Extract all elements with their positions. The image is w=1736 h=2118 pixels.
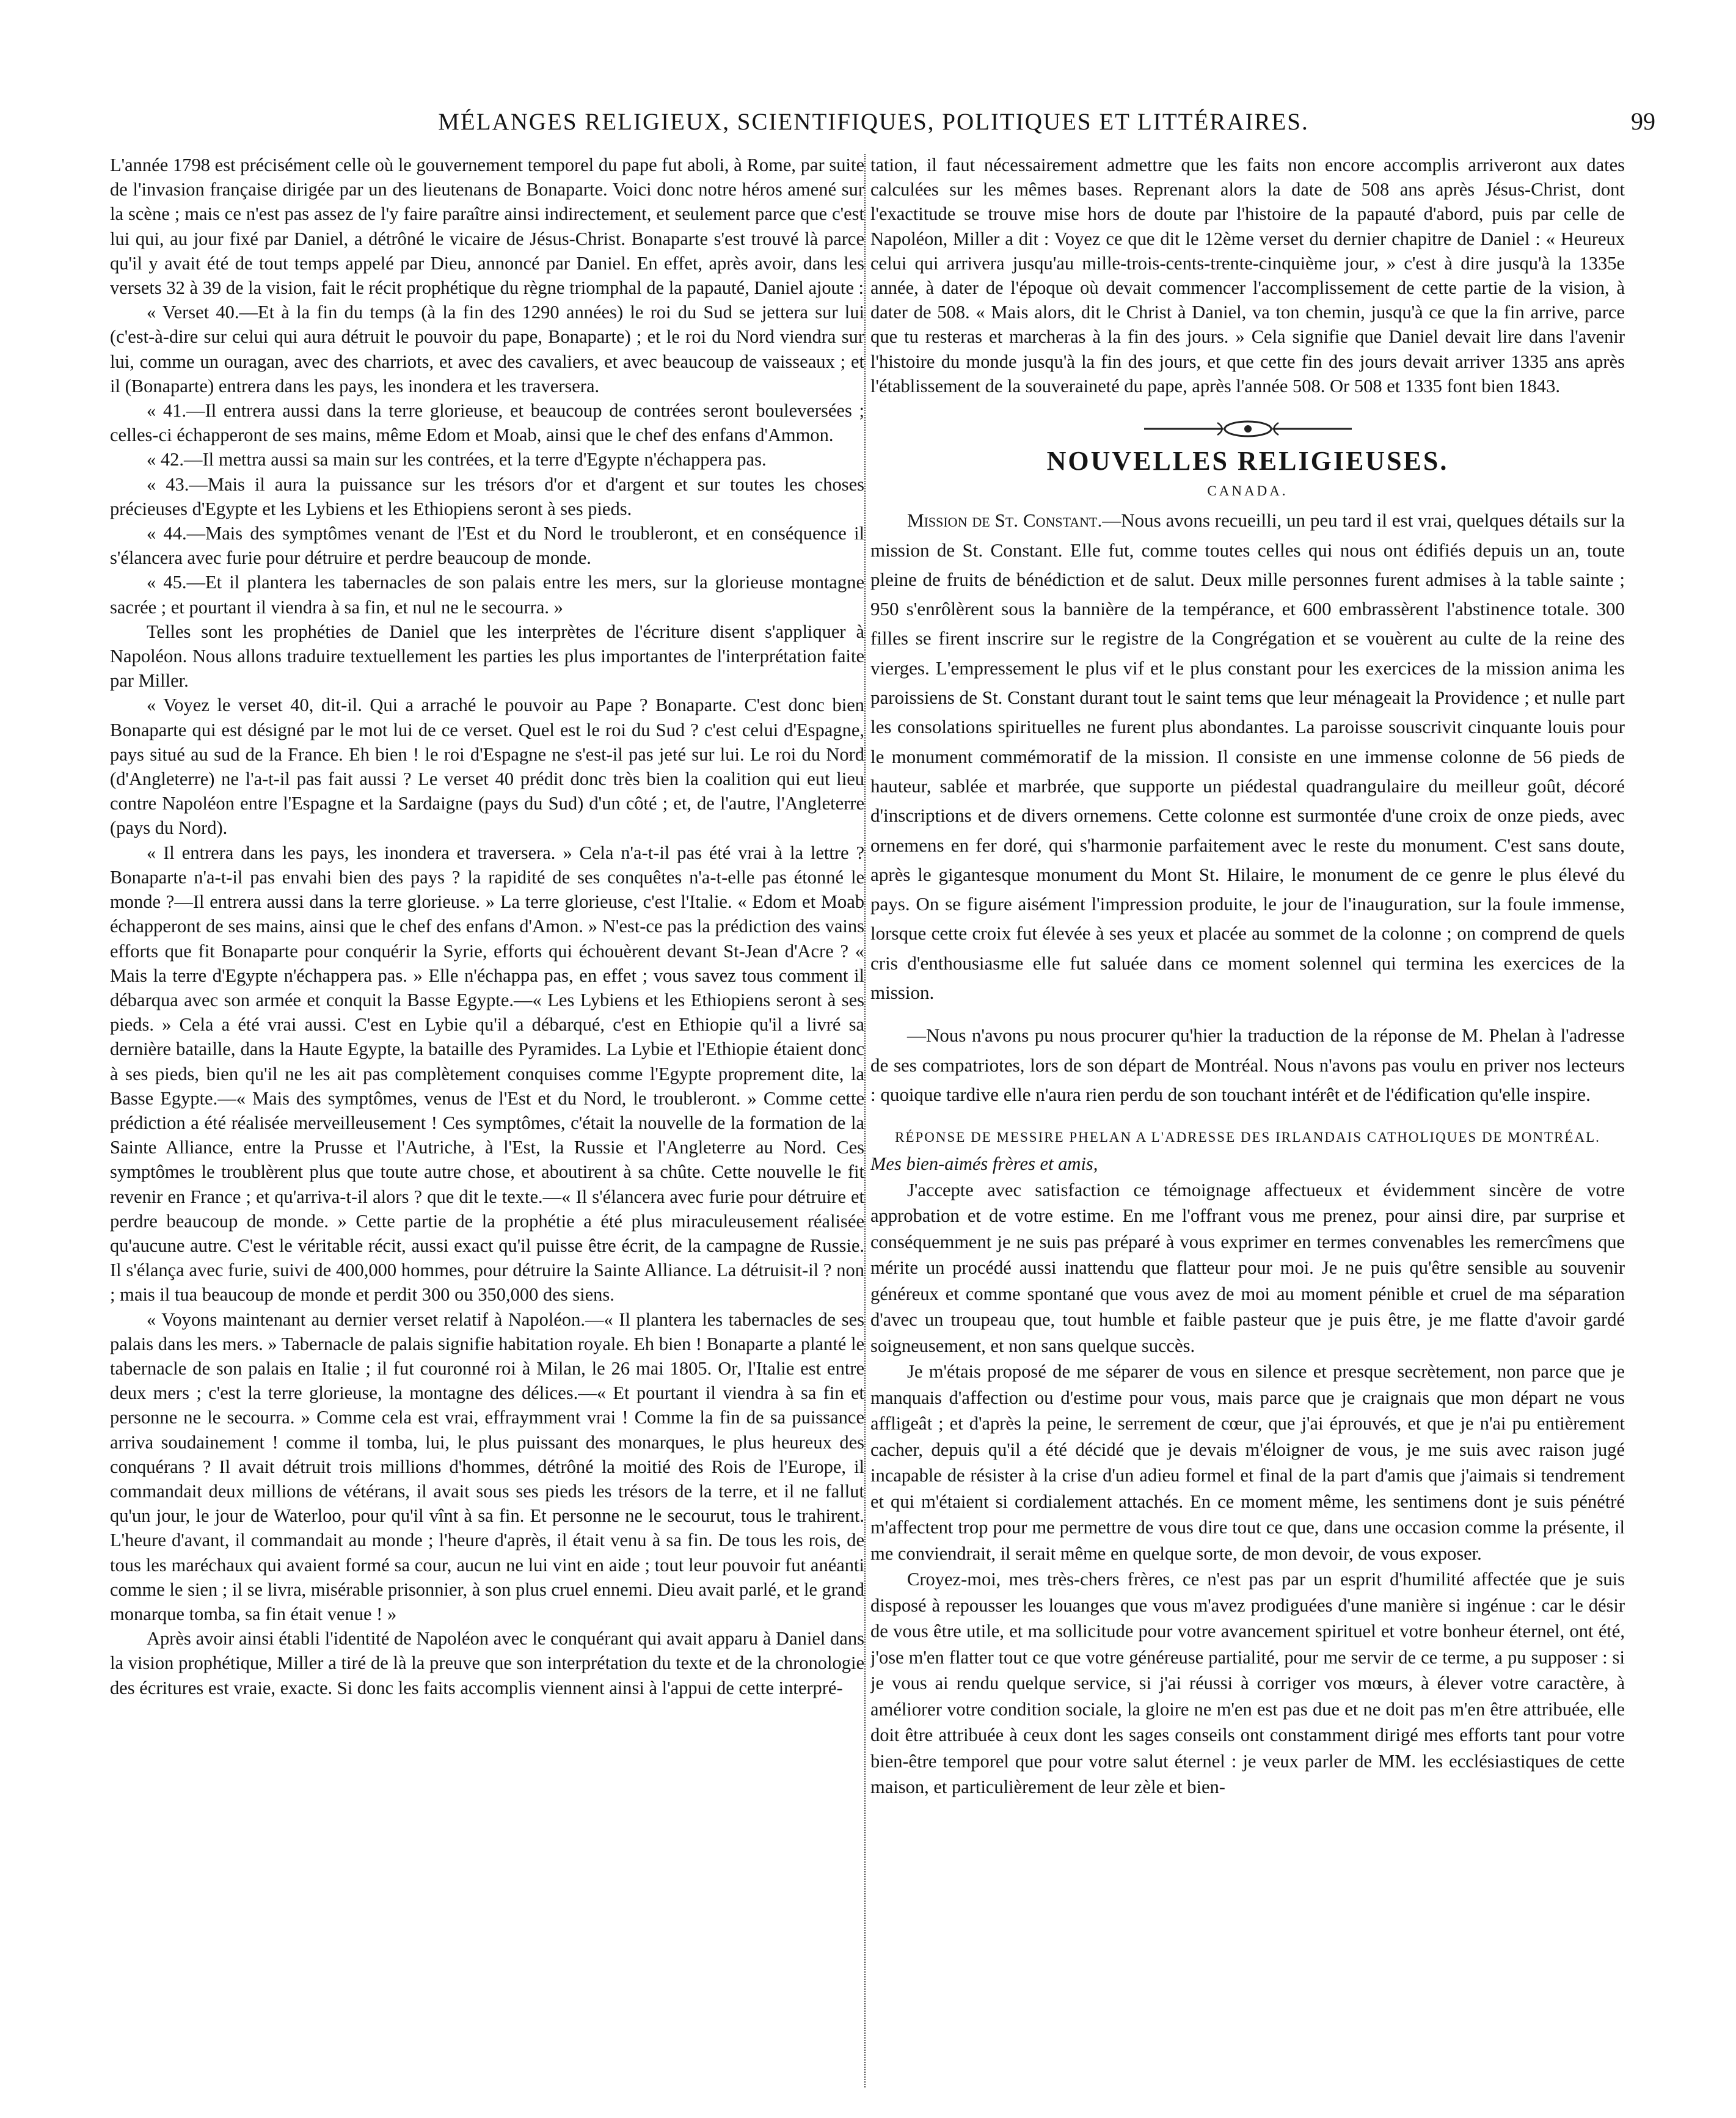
article-paragraph: « Voyons maintenant au dernier verset relatif à Napoléon.—« Il plantera les tabernacles de ses palais dans les mers. » Tabernacle de palais signifie habitation royale. Eh bien ! Bonaparte a planté le tabernacle de son palais en Italie ; il fut couronné roi à Milan, le 26 mai 1805. Or, l'Italie est entre deux mers ; c'est la terre glorieuse, la montagne des délices.—« Et pourtant il viendra à sa fin et personne ne le secourra. » Comme cela est vrai, effraymment vrai ! Comme la fin de sa puissance arriva soudainement ! comme il tomba, lui, le plus puissant des monarques, le plus heureux des conquérans ? Il avait détruit trois millions d'hommes, détrôné la moitié des Rois de l'Europe, il commandait deux millions de vétérans, il avait sous ses pieds les trésors de la terre, et il ne fallut qu'un jour, le jour de Waterloo, pour qu'il vînt à sa fin. Et personne ne le secourut, tous le trahirent. L'heure d'avant, il commandait au monde ; l'heure d'après, il était venu à sa fin. De tous les rois, de tous les maréchaux qui avaient formé sa cour, aucun ne lui vint en aide ; tout leur pouvoir fut anéanti comme le sien ; il se livra, misérable prisonnier, à son plus cruel ennemi. Dieu avait parlé, et le grand monarque tomba, sa fin était venue ! » (110, 1309, 864, 1624)
article-paragraph: « Voyez le verset 40, dit-il. Qui a arraché le pouvoir au Pape ? Bonaparte. C'est donc bien Bonaparte qui est désigné par le mot lui de ce verset. Quel est le roi du Sud ? c'est celui d'Espagne, pays situé au sud de la France. Eh bien ! le roi d'Espagne ne s'est-il pas jeté sur lui. Le roi du Nord (d'Angleterre) ne l'a-t-il pas fait aussi ? Le verset 40 prédit donc très bien la coalition qui eut lieu contre Napoléon entre l'Espagne et la Sardaigne (pays du Sud) d'un côté ; et, de l'autre, l'Angleterre (pays du Nord). (110, 695, 864, 839)
running-title: MÉLANGES RELIGIEUX, SCIENTIFIQUES, POLITIQUES ET LITTÉRAIRES. (438, 109, 1309, 135)
article-paragraph: L'année 1798 est précisément celle où le gouvernement temporel du pape fut aboli, à Rome, par suite de l'invasion française dirigée par un des lieutenans de Bonaparte. Voici donc notre héros amené sur la scène ; mais ce n'est pas assez de l'y faire paraître ainsi indirectement, et seulement parce que c'est lui qui, au jour fixé par Daniel, a détrôné le vicaire de Jésus-Christ. Bonaparte s'est trouvé là parce qu'il y avait été de tout temps appelé par Dieu, annoncé par Daniel. En effet, après avoir, dans les versets 32 à 39 de la vision, fait le récit prophétique du règne triomphal de la papauté, Daniel ajoute : (110, 155, 864, 299)
letter-salutation: Mes bien-aimés frères et amis, (870, 1153, 1098, 1175)
mission-article (870, 506, 1625, 1109)
article-paragraph: Après avoir ainsi établi l'identité de Napoléon avec le conquérant qui avait apparu à Daniel dans la vision prophétique, Miller a tiré de là la preuve que son interprétation du texte et de la chronologie des écritures est vraie, exacte. Si donc les faits accomplis viennent ainsi à l'appui de cette interpré- (110, 1628, 864, 1698)
running-header (92, 107, 1655, 144)
right-column (870, 153, 1625, 2095)
letter-paragraph: J'accepte avec satisfaction ce témoignage affectueux et évidemment sincère de votre approbation et de votre estime. En me l'offrant vous me prenez, pour ainsi dire, par surprise et conséquemment je ne suis pas préparé à vous exprimer en termes convenables les remercîmens que mérite un procédé aussi inattendu que flatteur pour moi. Je ne puis qu'être sensible au souvenir généreux et comme spontané que vous avez de moi au moment pénible et cruel de ma séparation d'avec un troupeau que, tout humble et faible pasteur que je puis être, je me flatte d'avoir gardé soigneusement, et non sans quelque succès. (870, 1179, 1625, 1356)
letter-body (870, 1151, 1625, 1800)
letter-paragraph: Croyez-moi, mes très-chers frères, ce n'est pas par un esprit d'humilité affectée que je suis disposé à repousser les louanges que vous m'avez prodiguées d'une manière si ingénue : car le désir de vous être utile, et ma sollicitude pour votre avancement spirituel et votre bonheur éternel, ont été, j'ose m'en flatter tout ce que votre généreuse partialité, pour me servir de ce terme, a pu supposer : si je vous ai rendu quelque service, si j'ai réussi à corriger vos mœurs, à élever votre caractère, à améliorer votre condition sociale, la gloire ne m'en est pas due et ne doit pas m'en être attribuée, elle doit être attribuée à ceux dont les sages conseils ont constamment dirigé mes efforts tant pour votre bien-être temporel que pour votre salut éternel : je veux parler de MM. les ecclésiastiques de cette maison, et particulièrement de leur zèle et bien- (870, 1569, 1625, 1798)
verse-43: « 43.—Mais il aura la puissance sur les trésors d'or et d'argent et sur toutes les choses précieuses d'Egypte et les Lybiens et les Ethiopiens seront à ses pieds. (110, 473, 864, 519)
ornament-divider-icon (1138, 417, 1358, 441)
column-divider (864, 154, 866, 2087)
region-heading: CANADA. (1207, 483, 1288, 499)
page-number: 99 (1631, 108, 1655, 135)
article-continuation: tation, il faut nécessairement admettre que les faits non encore accomplis arriveront aux dates calculées sur les mêmes bases. Reprenant alors la date de 508 ans après Jésus-Christ, dont l'exactitude se trouve mise hors de doute par l'histoire de la papauté d'abord, puis par celle de Napoléon, Miller a dit : Voyez ce que dit le 12ème verset du dernier chapitre de Daniel : « Heureux celui qui arrivera jusqu'au mille-trois-cents-trente-cinquième jour, » c'est à dire jusqu'à la 1335e année, à dater de l'époque où devait commencer l'accomplissement de cette partie de la vision, à dater de 508. « Mais alors, dit le Christ à Daniel, va ton chemin, jusqu'à ce que la fin arrive, parce que tu resteras et marcheras à la fin des jours. » Cela signifie que Daniel devait lire dans l'avenir l'histoire du monde jusqu'à la fin des jours, et que cette fin des jours devait arriver 1335 ans après l'établissement de la souveraineté du pape, après l'année 508. Or 508 et 1335 font bien 1843. (870, 155, 1625, 396)
verse-44: « 44.—Mais des symptômes venant de l'Est et du Nord le troubleront, et en conséquence il s'élancera avec furie pour détruire et perdre beaucoup de monde. (110, 523, 864, 569)
mission-lead: Mission de St. Constant. (907, 509, 1103, 531)
left-column (110, 153, 864, 2095)
article-paragraph: Telles sont les prophéties de Daniel que les interprètes de l'écriture disent s'appliquer à Napoléon. Nous allons traduire textuellement les parties les plus importantes de l'interprétation faite par Miller. (110, 621, 864, 692)
mission-text: —Nous avons recueilli, un peu tard il est vrai, quelques détails sur la mission de St. Constant. Elle fut, comme toutes celles qui nous ont édifiés depuis un an, toute pleine de fruits de bénédiction et de salut. Deux mille personnes furent admises à la table sainte ; 950 s'enrôlèrent sous la bannière de la tempérance, et 600 embrassèrent l'abstinence totale. 300 filles se firent inscrire sur le registre de la Congrégation et se vouèrent au culte de la reine des vierges. L'empressement le plus vif et le plus constant pour les exercices de la mission anima les paroissiens de St. Constant durant tout le saint tems que leur ménageait la Providence ; et nulle part les consolations spirituelles ne furent plus abondantes. La paroisse souscrivit cinquante louis pour le monument commémoratif de la mission. Il consiste en une immense colonne de 56 pieds de hauteur, sablée et marbrée, que supporte un piédestal quadrangulaire du meilleur goût, décoré d'inscriptions et de divers ornemens. Cette colonne est surmontée d'une croix de onze pieds, avec ornemens en fer doré, qui s'harmonie parfaitement avec le reste du monument. C'est sans doute, après le gigantesque monument du Mont St. Hilaire, le monument de ce genre le plus élevé du pays. On se figure aisément l'impression produite, le jour de l'inauguration, sur la foule immense, lorsque cette croix fut élevée à ses yeux et placée au sommet de la colonne ; on comprend de quels cris d'enthousiasme elle fut saluée dans ce moment solennel qui termina les exercices de la mission. (870, 509, 1625, 1003)
reponse-title: RÉPONSE DE MESSIRE PHELAN A L'ADRESSE DES IRLANDAIS CATHOLIQUES DE MONTRÉAL. (895, 1130, 1600, 1145)
verse-40: « Verset 40.—Et à la fin du temps (à la fin des 1290 années) le roi du Sud se jettera sur lui (c'est-à-dire sur celui qui aura détruit le pouvoir du pape, Bonaparte) ; et le roi du Nord viendra sur lui, comme un ouragan, avec des charriots, et avec des cavaliers, et avec beaucoup de vaisseaux ; et il (Bonaparte) entrera dans les pays, les inondera et les traversera. (110, 302, 864, 396)
verse-42: « 42.—Il mettra aussi sa main sur les contrées, et la terre d'Egypte n'échappera pas. (147, 449, 767, 470)
phelan-note: —Nous n'avons pu nous procurer qu'hier la traduction de la réponse de M. Phelan à l'adresse de ses compatriotes, lors de son départ de Montréal. Nous n'avons pas voulu en priver nos lecteurs : quoique tardive elle n'aura rien perdu de son touchant intérêt et de l'édification qu'elle inspire. (870, 1024, 1625, 1105)
verse-45: « 45.—Et il plantera les tabernacles de son palais entre les mers, sur la glorieuse montagne sacrée ; et pourtant il viendra à sa fin, et nul ne le secourra. » (110, 572, 864, 618)
article-paragraph: « Il entrera dans les pays, les inondera et traversera. » Cela n'a-t-il pas été vrai à la lettre ? Bonaparte n'a-t-il pas envahi bien des pays ? la rapidité de ses conquêtes n'a-t-elle pas étonné le monde ?—Il entrera aussi dans la terre glorieuse. » La terre glorieuse, c'est l'Italie. « Edom et Moab échapperont de ses mains, ainsi que le chef des enfans d'Amon. » N'est-ce pas la prédiction des vains efforts que fit Bonaparte pour conquérir la Syrie, efforts qui échouèrent devant St-Jean d'Acre ? « Mais la terre d'Egypte n'échappera pas. » Elle n'échappa pas, en effet ; vous savez tous comment il débarqua avec son armée et conquit la Basse Egypte.—« Les Lybiens et les Ethiopiens seront à ses pieds. » Cela a été vrai aussi. C'est en Lybie qu'il a débarqué, c'est en Ethiopie qu'il a livré sa dernière bataille, dans la Haute Egypte, la bataille des Pyramides. La Lybie et l'Ethiopie étaient donc à ses pieds, bien qu'il ne les ait pas complètement conquises comme l'Egypte proprement dite, la Basse Egypte.—« Mais des symptômes, venus de l'Est et du Nord, le troubleront. » Comme cette prédiction a été réalisée merveilleusement ! Ces symptômes, c'était la nouvelle de la formation de la Sainte Alliance, entre la Prusse et l'Autriche, à l'Est, la Russie et l'Angleterre au Nord. Ces symptômes le troublèrent plus que toute autre chose, et aboutirent à sa chûte. Cette nouvelle le fit revenir en France ; et qu'arriva-t-il alors ? que dit le texte.—« Il s'élancera avec furie pour détruire et perdre beaucoup de monde. » Cette partie de la prophétie a été plus miraculeusement réalisée qu'aucune autre. C'est le véritable récit, aussi exact qu'il puisse être écrit, de la campagne de Russie. Il s'élança avec furie, suivi de 400,000 hommes, pour détruire la Sainte Alliance. La détruisit-il ? non ; mais il tua beaucoup de monde et perdit 300 ou 350,000 des siens. (110, 842, 864, 1305)
letter-paragraph: Je m'étais proposé de me séparer de vous en silence et presque secrètement, non parce que je manquais d'affection ou d'estime pour vous, mais parce que je craignais que mon départ ne vous affligeât ; et d'après la peine, le serrement de cœur, que j'ai éprouvés, et que je n'ai pu entièrement cacher, depuis qu'il a été décidé que je devais m'éloigner de vous, je me suis avec raison jugé incapable de résister à la crise d'un adieu formel et final de la part d'amis que j'aimais si tendrement et qui m'étaient si cordialement attachés. En ce moment même, les sentimens dont je suis pénétré m'affectent trop pour me permettre de vous dire tout ce que, dans une occasion comme la présente, il me conviendrait, il serait même en quelque sorte, de mon devoir, de vous exposer. (870, 1361, 1625, 1564)
section-title: NOUVELLES RELIGIEUSES. (1046, 446, 1449, 477)
verse-41: « 41.—Il entrera aussi dans la terre glorieuse, et beaucoup de contrées seront bouleversées ; celles-ci échapperont de ses mains, même Edom et Moab, ainsi que le chef des enfans d'Ammon. (110, 400, 864, 446)
